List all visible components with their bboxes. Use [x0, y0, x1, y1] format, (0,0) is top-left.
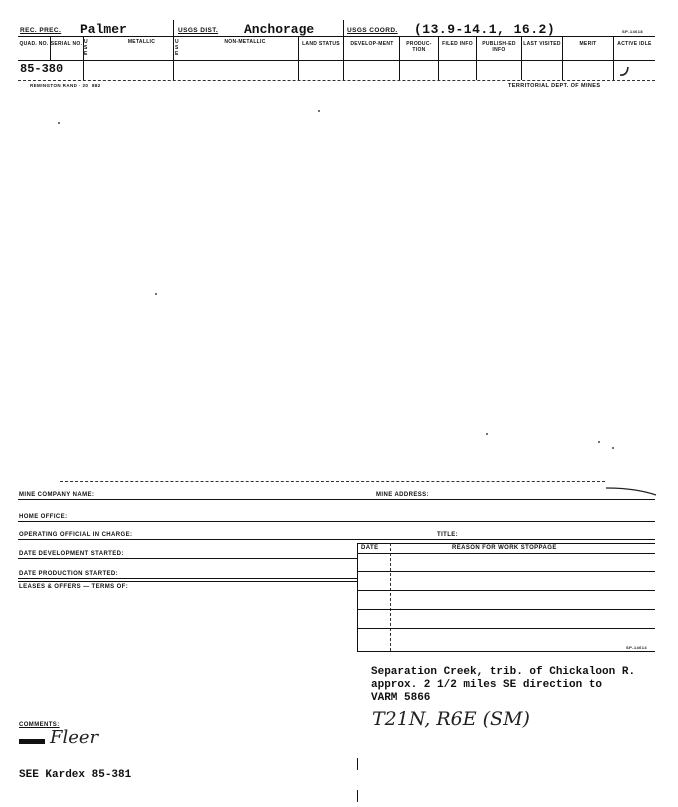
table-row-rule [357, 628, 655, 629]
rule-date-production [18, 578, 357, 579]
notes-line-1: Separation Creek, trib. of Chickaloon R. [371, 666, 636, 678]
col-metallic: METALLIC [127, 39, 156, 45]
col-last-visited: LAST VISITED [523, 41, 561, 47]
footer-left-text: REMINGTON RAND · 20 [30, 83, 89, 88]
vdiv [298, 37, 299, 80]
col-non-metallic: NON-METALLIC [224, 39, 266, 45]
rule-date-production-double [18, 581, 357, 582]
scan-speck [486, 433, 488, 435]
footer-right-text: TERRITORIAL DEPT. OF MINES [508, 83, 601, 89]
rec-prec-value: Palmer [80, 22, 127, 37]
card-top-dash [60, 481, 605, 482]
handwritten-comment: Fleer [50, 727, 99, 748]
col-merit: MERIT [579, 41, 597, 47]
vdiv [173, 20, 174, 37]
vdiv-bottom [357, 790, 358, 802]
col-land-status: LAND STATUS [302, 41, 340, 47]
redaction-bar [19, 739, 45, 744]
vdiv-table-date [390, 543, 391, 651]
rule-table-top [357, 543, 655, 544]
quad-serial-value: 85-380 [20, 62, 64, 76]
usgs-coord-label: USGS COORD. [347, 27, 398, 34]
scan-speck [155, 293, 157, 295]
rule-operating-official [18, 539, 655, 540]
date-development-started-label: DATE DEVELOPMENT STARTED: [19, 551, 124, 557]
table-row-rule [357, 609, 655, 610]
date-column-header: DATE [361, 545, 379, 551]
form-code-bottom: SP-14614 [626, 645, 647, 650]
col-development: DEVELOP-MENT [350, 41, 394, 47]
header-rule-1 [18, 36, 655, 37]
usgs-dist-label: USGS DIST. [178, 27, 219, 34]
rule-home-office [18, 521, 655, 522]
vdiv-table-left [357, 543, 358, 651]
header-rule-3 [18, 80, 655, 81]
handwritten-location: T21N, R6E (SM) [372, 708, 530, 730]
col-serial-no: SERIAL NO. [50, 41, 83, 47]
vdiv-bottom [357, 758, 358, 770]
col-quad-no: QUAD. NO. [19, 41, 49, 47]
see-kardex-note: SEE Kardex 85-381 [19, 769, 132, 781]
scan-speck [58, 122, 60, 124]
col-production: PRODUC-TION [406, 41, 432, 53]
col-filed-info: FILED INFO [442, 41, 473, 47]
rule-mine-company [18, 499, 655, 500]
scan-speck [598, 441, 600, 443]
mine-address-label: MINE ADDRESS: [376, 492, 429, 498]
operating-official-label: OPERATING OFFICIAL IN CHARGE: [19, 532, 133, 538]
col-use-b: U S E [175, 39, 179, 57]
usgs-coord-value: (13.9-14.1, 16.2) [414, 22, 556, 37]
rule-table-header [357, 553, 655, 554]
col-use-a: U S E [84, 39, 88, 57]
col-active-idle: ACTIVE IDLE [617, 41, 652, 47]
comments-label: COMMENTS: [19, 722, 60, 728]
table-bottom-rule [357, 651, 655, 652]
rule-date-development [18, 558, 357, 559]
leases-offers-label: LEASES & OFFERS — TERMS OF: [19, 584, 129, 590]
active-idle-mark-icon [617, 64, 631, 78]
card-corner-curve [606, 486, 658, 498]
scan-speck [612, 447, 614, 449]
notes-line-3: VARM 5866 [371, 692, 431, 704]
notes-typed [371, 666, 635, 705]
rec-prec-label: REC. PREC. [20, 27, 62, 34]
home-office-label: HOME OFFICE: [19, 514, 68, 520]
col-published-info: PUBLISH-ED INFO [482, 41, 516, 53]
notes-line-2: approx. 2 1/2 miles SE direction to [371, 679, 603, 691]
scan-speck [318, 110, 320, 112]
title-label: TITLE: [437, 532, 459, 538]
table-row-rule [357, 571, 655, 572]
vdiv [173, 37, 174, 80]
usgs-dist-value: Anchorage [244, 22, 315, 37]
table-row-rule [357, 590, 655, 591]
header-rule-2 [18, 60, 655, 61]
vdiv [343, 20, 344, 37]
date-production-started-label: DATE PRODUCTION STARTED: [19, 571, 119, 577]
form-code-top: SP-14618 [622, 29, 643, 34]
vdiv [343, 37, 344, 80]
mine-company-name-label: MINE COMPANY NAME: [19, 492, 95, 498]
footer-left-code: 882 [92, 83, 101, 88]
reason-column-header: REASON FOR WORK STOPPAGE [452, 545, 557, 551]
